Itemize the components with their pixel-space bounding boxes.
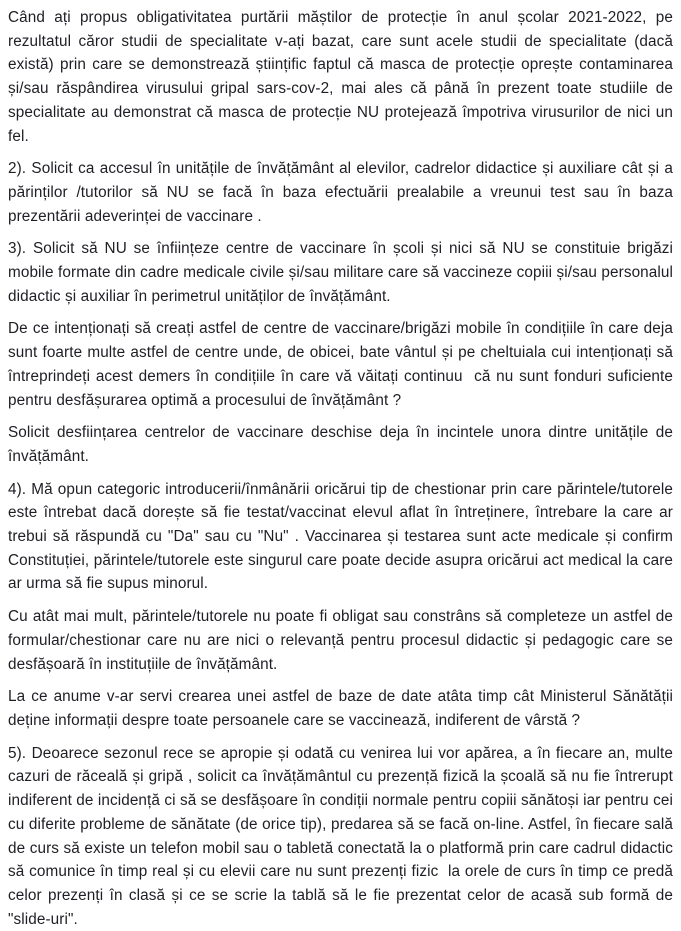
paragraph-point-5-online: 5). Deoarece sezonul rece se apropie și odată cu venirea lui vor apărea, a în fiecare an, multe cazuri de răceală și gripă , solicit ca învățământul cu prezență fizică la școală să nu fie întrerupt indiferent de incidență ci să se desfășoare în condiții normale pentru copiii sănătoși iar pentru cei cu diferite probleme de sănătate (de orice tip), predarea să se facă on-line. Astfel, în fiecare sală de curs să existe un telefon mobil sau o tabletă conectată la o platformă prin care cadrul didactic să comunice în timp real și cu elevii care nu sunt prezenți fizic la orele de curs în timp ce predă celor prezenți în clasă și ce se scrie la tablă să le fie prezentat celor de acasă sub formă de "slide-uri". bbox=[8, 744, 678, 928]
paragraph-dismantle-request: Solicit desființarea centrelor de vaccinare deschise deja în incintele unora dintre unitățile de învățământ. bbox=[8, 424, 678, 465]
paragraph-masks-question: Când ați propus obligativitatea purtării măștilor de protecție în anul școlar 2021-2022, pe rezultatul căror studii de specialitate v-ați bazat, care sunt acele studii de specialitate (dacă există) prin care se demonstrează științific faptul că masca de protecție oprește contaminarea și/sau răspândirea virusului gripal sars-cov-2, mai ales că până în prezent toate studiile de specialitate au demonstrat că masca de protecție NU protejează împotriva virusurilor de nici un fel. bbox=[8, 9, 678, 145]
paragraph-point-2-access: 2). Solicit ca accesul în unitățile de învățământ al elevilor, cadrelor didactice și auxiliare cât și a părinților /tutorilor să NU se facă în baza efectuării prealabile a vreunui test sau în baza prezentării adeverinței de vaccinare . bbox=[8, 160, 678, 225]
paragraph-database-question: La ce anume v-ar servi crearea unei astfel de baze de date atâta timp cât Ministerul Sănătății deține informații despre toate persoanele care se vaccinează, indiferent de vârstă ? bbox=[8, 688, 678, 729]
paragraph-centers-question: De ce intenționați să creați astfel de centre de vaccinare/brigăzi mobile în condițiile în care deja sunt foarte multe astfel de centre unde, de obicei, bate vântul și pe cheltuiala cui intenționați să întreprindeți acest demers în condițiile în care vă văitați continuu că nu sunt fonduri suficiente pentru desfășurarea optimă a procesului de învățământ ? bbox=[8, 320, 678, 409]
paragraph-point-4-form: 4). Mă opun categoric introducerii/înmânării oricărui tip de chestionar prin care părintele/tutorele este întrebat dacă dorește să fie testat/vaccinat elevul aflat în întreținere, întrebare la care ar trebui să răspundă cu "Da" sau cu "Nu" . Vaccinarea și testarea sunt acte medicale și confirm Constituției, părintele/tutorele este singurul care poate decide asupra oricărui act medical la care ar urma să fie supus minorul. bbox=[8, 480, 678, 593]
paragraph-point-3-centers: 3). Solicit să NU se înființeze centre de vaccinare în școli și nici să NU se constituie brigăzi mobile formate din cadre medicale civile și/sau militare care să vaccineze copiii și/sau personalul didactic și auxiliar în perimetrul unităților de învățământ. bbox=[8, 240, 678, 305]
paragraph-form-objection: Cu atât mai mult, părintele/tutorele nu poate fi obligat sau constrâns să completeze un astfel de formular/chestionar care nu are nici o relevanță pentru procesul didactic și pedagogic care se desfășoară în instituțiile de învățământ. bbox=[8, 608, 678, 673]
